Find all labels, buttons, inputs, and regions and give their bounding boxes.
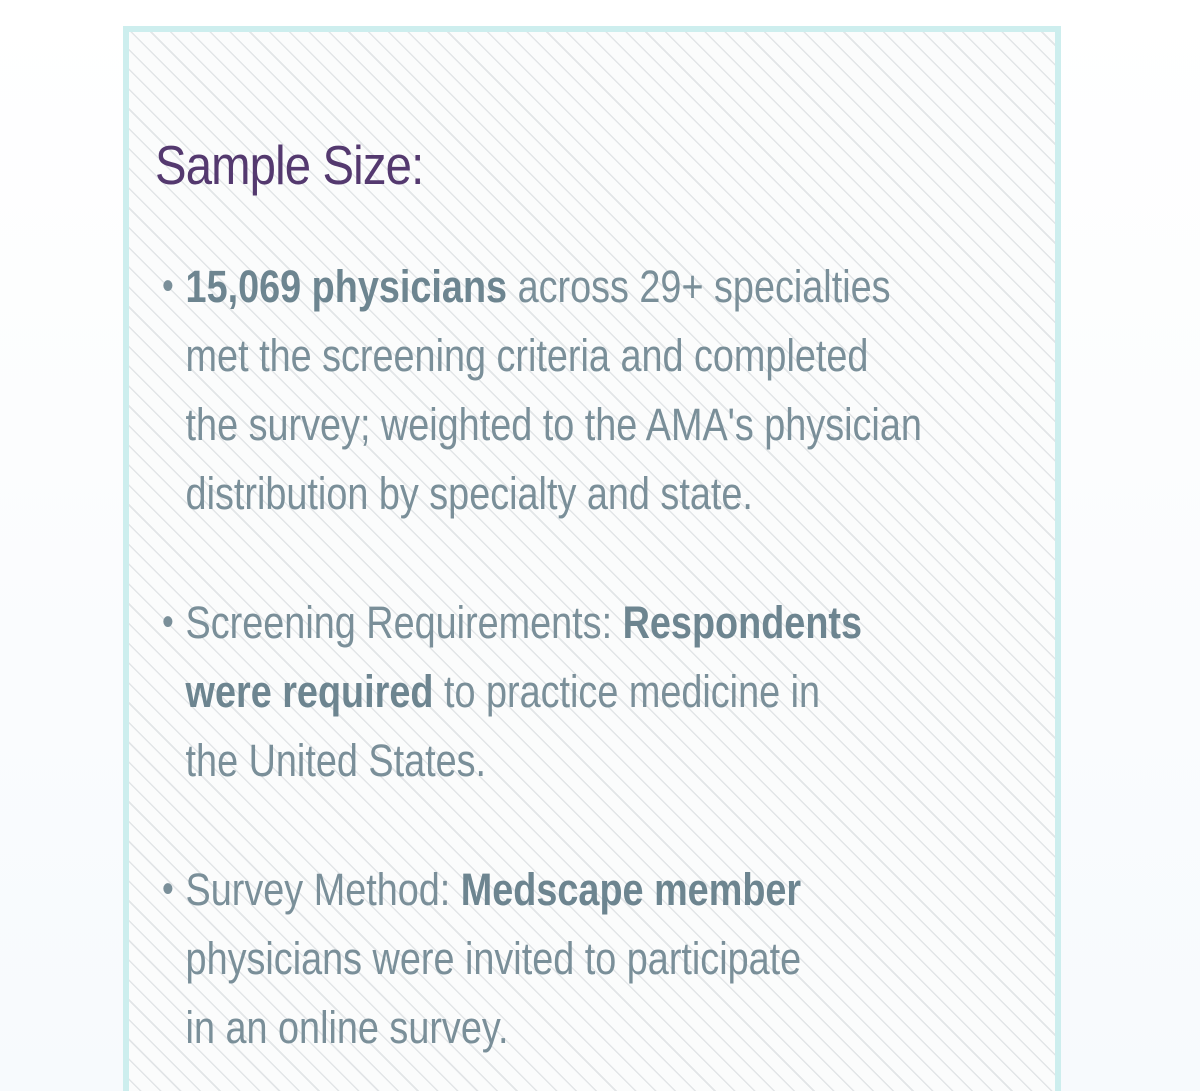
bullet-list [157,252,1057,1091]
bullet-line: physicians were invited to participate [185,933,802,984]
line-text: across 29+ specialties [507,261,891,312]
bold-phrase: Medscape member [460,864,802,915]
bullet-line: in an online survey. [185,1002,509,1053]
bullet-line [186,657,913,726]
line-text: Survey Method: [185,864,461,915]
bullet-line: distribution by specialty and state. [185,468,753,519]
page-title: Sample Size: [155,134,424,196]
bullet-dot-icon: • [162,264,174,308]
bullet-line: met the screening criteria and completed [185,330,869,381]
bullet-line [186,855,913,924]
bullet-dot-icon: • [162,600,174,644]
bullet-dot-icon: • [162,867,174,911]
sample-size-card [123,26,1061,1091]
line-text: Screening Requirements: [185,597,623,648]
line-text: to practice medicine in [433,666,821,717]
bullet-line: the survey; weighted to the AMA's physician [185,399,922,450]
bold-phrase: 15,069 physicians [185,261,508,312]
bullet-line [186,252,913,321]
bullet-line [186,588,913,657]
bullet-physicians [157,252,922,528]
bullet-line: the United States. [185,735,487,786]
bullet-survey-method [157,855,913,1062]
bold-phrase: Respondents [622,597,863,648]
bullet-screening-requirements [157,588,913,795]
bold-phrase: were required [185,666,434,717]
